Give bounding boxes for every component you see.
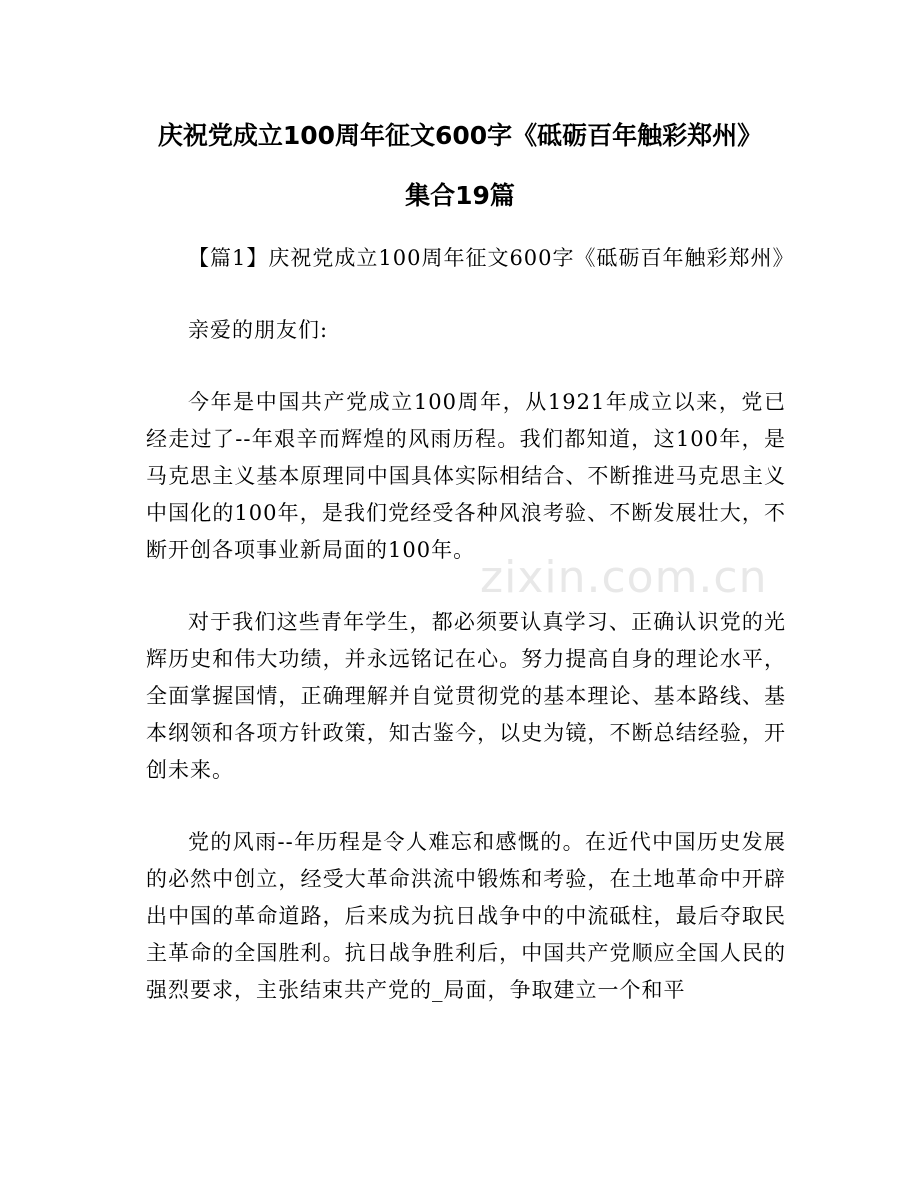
- watermark: zixin.com.cn: [480, 552, 768, 603]
- section-heading: 【篇1】庆祝党成立100周年征文600字《砥砺百年触彩郑州》: [188, 246, 795, 270]
- document-body: [146, 240, 795, 1044]
- paragraph: 党的风雨--年历程是令人难忘和感慨的。在近代中国历史发展的必然中创立，经受大革命洪流中锻炼和考验，在土地革命中开辟出中国的革命道路，后来成为抗日战争中的中流砥柱，最后夺取民主革命的全国胜利。抗日战争胜利后，中国共产党顺应全国人民的强烈要求，主张结束共产党的_局面，争取建立一个和平: [146, 830, 786, 1002]
- document-title-line2: 集合19篇: [405, 181, 515, 210]
- paragraph: 对于我们这些青年学生，都必须要认真学习、正确认识党的光辉历史和伟大功绩，并永远铭记在心。努力提高自身的理论水平，全面掌握国情，正确理解并自觉贯彻党的基本理论、基本路线、基本纲领和各项方针政策，知古鉴今，以史为镜，不断总结经验，开创未来。: [146, 610, 786, 782]
- paragraph: 今年是中国共产党成立100周年，从1921年成立以来，党已经走过了--年艰辛而辉煌的风雨历程。我们都知道，这100年，是马克思主义基本原理同中国具体实际相结合、不断推进马克思主义中国化的100年，是我们党经受各种风浪考验、不断发展壮大，不断开创各项事业新局面的100年。: [146, 390, 786, 562]
- document-title-line1: 庆祝党成立100周年征文600字《砥砺百年触彩郑州》: [157, 121, 763, 150]
- salutation: 亲爱的朋友们:: [188, 318, 329, 342]
